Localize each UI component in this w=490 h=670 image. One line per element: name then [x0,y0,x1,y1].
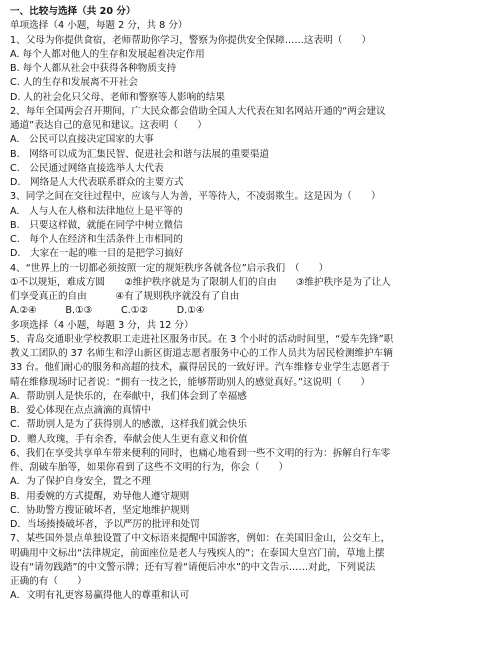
question-5-stem-line-1: 5、青岛交通职业学校教职工走进社区服务市民。在 3 个小时的活动时间里，“爱车先锋”职 [10,333,394,345]
question-6-stem-line-1: 6、我们在享受共享单车带来便利的同时，也痛心地看到一些不文明的行为：拆解自行车零 [10,447,391,459]
question-6-option-a: A．为了保护自身安全，置之不理 [10,476,151,488]
question-5-stem-line-4: 晴在维修现场时记者说：“拥有一技之长，能够帮助别人的感觉真好。”这说明（ ） [10,376,371,388]
question-5-option-b: B．爱心体现在点点滴滴的真情中 [10,405,151,416]
question-2-option-a: A. 公民可以直接决定国家的大事 [10,134,154,146]
question-1-option-b: B. 每个人都从社会中获得各种物质支持 [10,63,177,74]
question-3-option-d: D. 大家在一起的唯一目的是把学习搞好 [10,248,184,260]
multi-choice-header: 多项选择（4 小题，每题 3 分，共 12 分） [10,319,194,331]
question-1-stem: 1、父母为你提供食宿，老师帮助你学习，警察为你提供安全保障……这表明（ ） [10,34,372,46]
question-7-stem-line-3: 设有“请勿践踏”的中文警示牌；还有写着“请便后冲水”的中文告示……对此，下列说法 [10,561,376,573]
question-5-option-a: A．帮助别人是快乐的，在奉献中，我们体会到了幸福感 [10,390,247,402]
question-5-option-c: C．帮助别人是为了获得别人的感激，这样我们就会快乐 [10,419,247,431]
section-title: 一、比较与选择（共 20 分） [10,6,136,17]
question-7-stem-line-1: 7、某些国外景点单独设置了中文标语来提醒中国游客，例如：在美国旧金山，公交车上， [10,533,391,545]
question-2-option-c: C. 公民通过网络直接选举人大代表 [10,162,164,174]
question-6-option-b: B．用委婉的方式提醒，劝导他人遵守规则 [10,490,190,502]
question-6-stem-line-2: 件、刮破车胎等，如果你看到了这些不文明的行为，你会（ ） [10,462,289,473]
question-7-option-a: A．文明有礼更容易赢得他人的尊重和认可 [10,590,190,602]
question-3-option-a: A. 人与人在人格和法律地位上是平等的 [10,205,183,217]
question-2-option-d: D. 网络是人大代表联系群众的主要方式 [10,177,184,188]
question-2-stem-line-2: 通道”表达自己的意见和建议。这表明（ ） [10,120,207,131]
question-4-statements-line-1: ①不以规矩，难成方圆 ②维护秩序就是为了限制人们的自由 ③维护秩序是为了让人 [10,276,391,288]
question-1-option-c: C. 人的生存和发展离不开社会 [10,77,138,89]
question-1-option-a: A. 每个人都对他人的生存和发展起着决定作用 [10,48,205,60]
question-3-option-c: C. 每个人在经济和生活条件上市相同的 [10,234,183,245]
question-5-stem-line-2: 教义工团队的 37 名师生和浮山新区街道志愿者服务中心的工作人员共为居民检测维护车辆 [10,348,393,359]
question-7-stem-line-2: 明确用中文标出“法律规定，前面座位是老人与残疾人的”；在泰国大皇宫门前，草地上摆 [10,547,385,559]
question-1-option-d: D. 人的社会化只父母、老师和警察等人影响的结果 [10,91,225,103]
question-7-stem-line-4: 正确的有（ ） [10,576,87,587]
question-4-statements-line-2: 们享受真正的自由 ④有了规则秩序就没有了自由 [10,291,240,302]
question-6-option-d: D．当场揍揍破坏者，予以严厉的批评和处罚 [10,519,200,530]
single-choice-header: 单项选择（4 小题，每题 2 分，共 8 分） [10,20,188,32]
question-4-choices: A.②④ B.①③ C.①② D.①④ [10,305,205,317]
question-2-stem-line-1: 2、每年全国两会召开期间，广大民众都会借助全国人大代表在知名网站开通的“两会建议 [10,105,386,117]
question-4-stem: 4、“世界上的一切都必须按照一定的规矩秩序各就各位”启示我们 （ ） [10,262,329,274]
question-3-option-b: B. 只要这样做，就能在同学中树立微信 [10,219,183,231]
question-5-option-d: D．赠人玫瑰，手有余香，奉献会使人生更有意义和价值 [10,433,248,445]
question-6-option-c: C．协助警方搜证破坏者，坚定地维护规则 [10,504,190,516]
question-3-stem: 3、同学之间在交往过程中，应该与人为善，平等待人，不凌弱欺生。这是因为（ ） [10,191,381,203]
question-5-stem-line-3: 33 台。他们耐心的服务和高超的技术，赢得居民的一致好评。汽车维修专业学生志愿者于 [10,362,390,374]
question-2-option-b: B. 网络可以成为汇集民智、促进社会和谐与法展的重要渠道 [10,148,270,160]
